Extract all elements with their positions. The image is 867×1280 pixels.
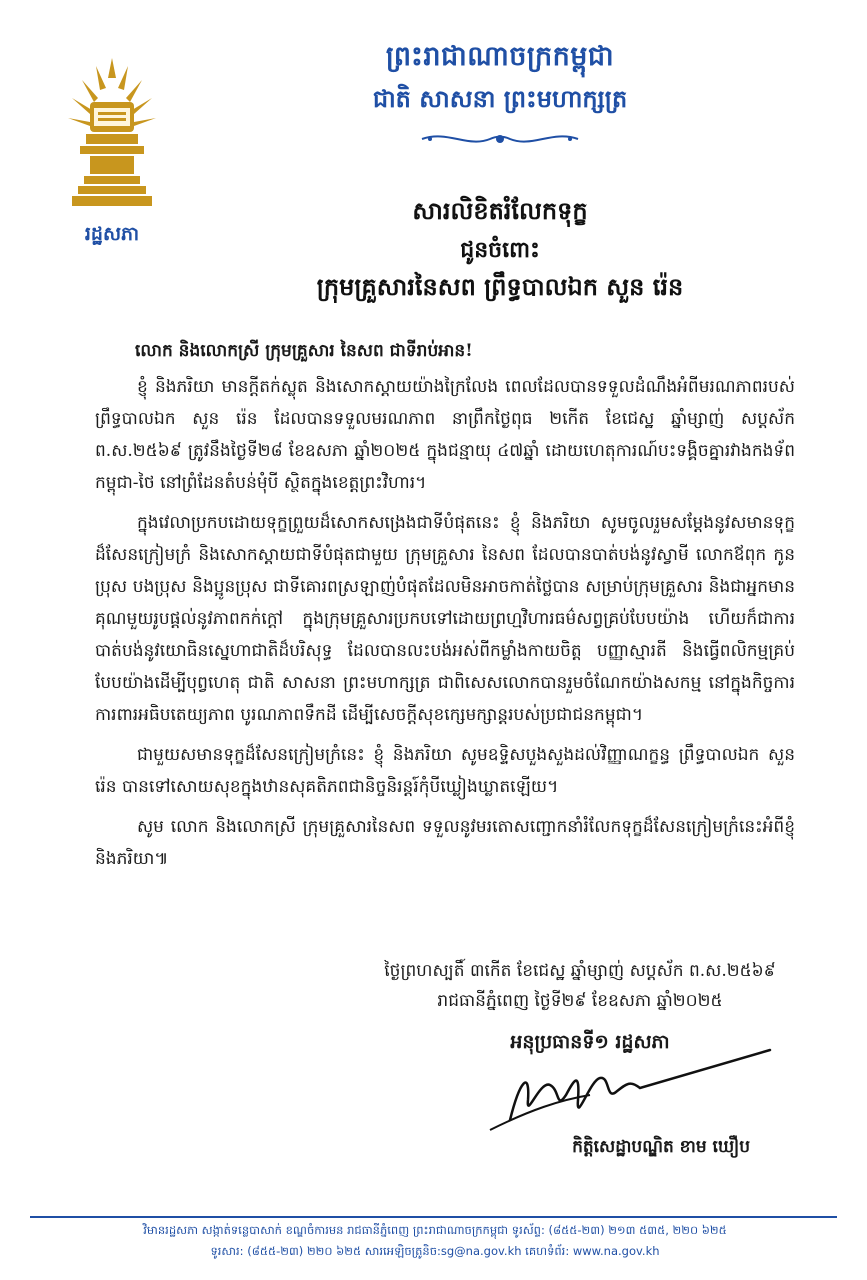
letter-body (95, 335, 795, 883)
ornament-flourish-icon (418, 128, 582, 150)
national-assembly-emblem-icon (66, 58, 158, 208)
signatory-name: កិត្តិសេដ្ឋាបណ្ឌិត ខាម ឃឿប (572, 1137, 750, 1157)
signatory-title: អនុប្រធានទី១ រដ្ឋសភា (510, 1031, 670, 1053)
assembly-label: រដ្ឋសភា (84, 223, 140, 245)
addressed-to: ជូនចំពោះ (460, 238, 540, 263)
paragraph-1: ខ្ញុំ និងភរិយា មានក្ដីតក់ស្លុត និងសោកស្ដាយយ៉ាងក្រៃលែង ពេលដែលបានទទួលដំណឹងអំពីមរណភាពរបស់ ព្រឹទ្ធបាលឯក សួន រ៉េន ដែលបានទទួលមរណភាព នាព្រឹកថ្ងៃពុធ ២កើត ខែជេស្ឋ ឆ្នាំម្សាញ់ សប្តស័ក ព.ស.២៥៦៩ ត្រូវនឹងថ្ងៃទី២៨ ខែឧសភា ឆ្នាំ២០២៥ ក្នុងជន្មាយុ ៤៧ឆ្នាំ ដោយហេតុការណ៍បះទង្គិចគ្នារវាងកងទ័ពកម្ពុជា-ថៃ នៅព្រំដែនតំបន់មុំបី ស្ថិតក្នុងខេត្តព្រះវិហារ។ (95, 377, 795, 493)
footer-contact: ទូរសារ: (៨៥៥-២៣) ២២០ ៦២៥ សារអេឡិចត្រូនិច:sg@na.gov.kh គេហទំព័រ: www.na.gov.kh (210, 1244, 660, 1258)
letter-title: សារលិខិតរំលែកទុក្ខ (412, 197, 588, 225)
solar-date: រាជធានីភ្នំពេញ ថ្ងៃទី២៩ ខែឧសភា ឆ្នាំ២០២៥ (437, 991, 723, 1011)
lunar-date: ថ្ងៃព្រហស្បតិ៍ ៣កើត ខែជេស្ឋ ឆ្នាំម្សាញ់ សប្តស័ក ព.ស.២៥៦៩ (384, 961, 776, 981)
footer-divider (30, 1216, 837, 1218)
salutation: លោក និងលោកស្រី ក្រុមគ្រួសារ នៃសព ជាទីរាប់អាន! (135, 341, 473, 361)
handwritten-signature-icon (470, 1040, 790, 1140)
paragraph-3: ជាមួយសមានទុក្ខដ៏សែនក្រៀមក្រំនេះ ខ្ញុំ និងភរិយា សូមឧទ្ទិសបួងសួងដល់វិញ្ញាណក្ខន្ធ ព្រឹទ្ធបាលឯក សួន រ៉េន បានទៅសោយសុខក្នុងឋានសុគតិភពជានិច្ចនិរន្តរ៍កុំបីឃ្លៀងឃ្លាតឡើយ។ (95, 745, 795, 797)
paragraph-4: សូម លោក និងលោកស្រី ក្រុមគ្រួសារនៃសព ទទួលនូវមរតោសញ្ជោកនាំរំលែកទុក្ខដ៏សែនក្រៀមក្រំនេះអំពីខ្ញុំ និងភរិយា៕ (95, 817, 795, 869)
national-motto: ជាតិ សាសនា ព្រះមហាក្សត្រ (372, 85, 628, 113)
footer-address: វិមានរដ្ឋសភា សង្កាត់ទន្លេបាសាក់ ខណ្ឌចំការមន រាជធានីភ្នំពេញ ព្រះរាជាណាចក្រកម្ពុជា ទូរស័ព្ទ: (៨៥៥-២៣) ២១៣ ៥៣៥, ២២០ ៦២៥ (143, 1223, 727, 1237)
recipient-heading: ក្រុមគ្រួសារនៃសព ព្រឹទ្ធបាលឯក សួន រ៉េន (316, 273, 684, 301)
paragraph-2: ក្នុងវេលាប្រកបដោយទុក្ខព្រួយដ៏សោកសង្រេងជាទីបំផុតនេះ ខ្ញុំ និងភរិយា សូមចូលរួមសម្ដែងនូវសមានទុក្ខដ៏សែនក្រៀមក្រំ និងសោកស្ដាយជាទីបំផុតជាមួយ ក្រុមគ្រួសារ នៃសព ដែលបានបាត់បង់នូវស្វាមី លោកឪពុក កូនប្រុស បងប្រុស និងប្អូនប្រុស ជាទីគោរពស្រឡាញ់បំផុតដែលមិនអាចកាត់ថ្លៃបាន សម្រាប់ក្រុមគ្រួសារ និងជាអ្នកមានគុណមួយរូបផ្តល់នូវភាពកក់ក្តៅ ក្នុងក្រុមគ្រួសារប្រកបទៅដោយព្រហ្មវិហារធម៌សព្វគ្រប់បែបយ៉ាង ហើយក៏ជាការបាត់បង់នូវយោធិនស្នេហាជាតិដ៏បរិសុទ្ធ ដែលបានលះបង់អស់ពីកម្លាំងកាយចិត្ត បញ្ញាស្មារតី និងធ្វើពលិកម្មគ្រប់បែបយ៉ាងដើម្បីបុព្វហេតុ ជាតិ សាសនា ព្រះមហាក្សត្រ ជាពិសេសលោកបានរួមចំណែកយ៉ាងសកម្ម នៅក្នុងកិច្ចការការពារអធិបតេយ្យភាព បូរណភាពទឹកដី ដើម្បីសេចក្តីសុខក្សេមក្សាន្តរបស់ប្រជាជនកម្ពុជា។ (95, 513, 795, 725)
kingdom-heading: ព្រះរាជាណាចក្រកម្ពុជា (385, 41, 615, 72)
